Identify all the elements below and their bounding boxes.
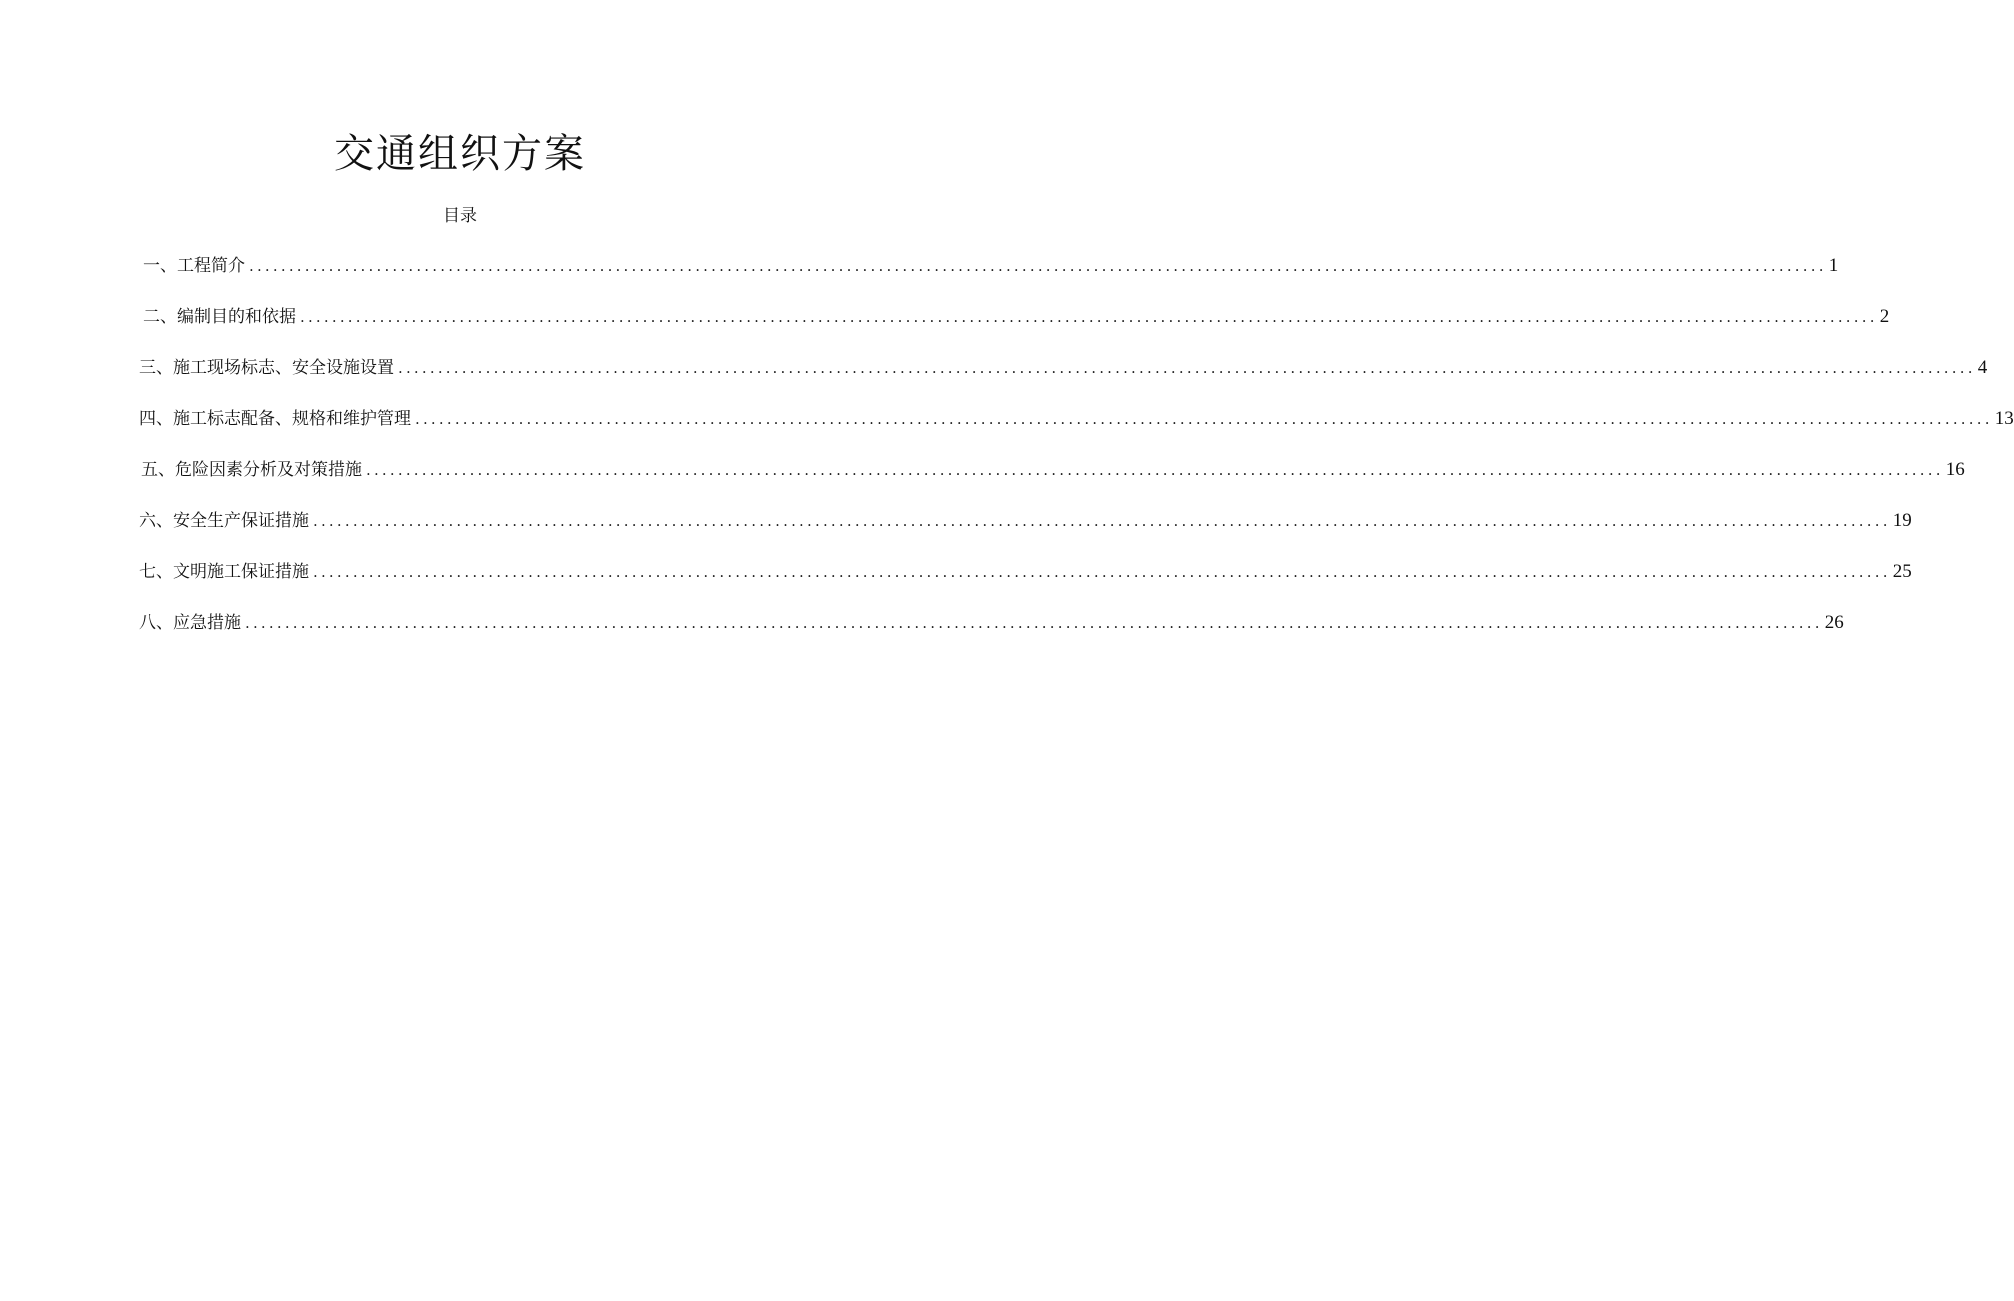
toc-dot-leader: ...................................................................................................................................................................................................... — [398, 359, 1976, 377]
toc-dot-leader: ...................................................................................................................................................................................................... — [245, 614, 1823, 632]
toc-dot-leader: ...................................................................................................................................................................................................... — [249, 257, 1827, 275]
toc-dot-leader: ...................................................................................................................................................................................................... — [300, 308, 1878, 326]
toc-dot-leader: ...................................................................................................................................................................................................... — [313, 563, 1891, 581]
toc-entry-page: 16 — [1945, 459, 1965, 480]
toc-entry-4[interactable] — [139, 406, 2014, 432]
toc-entry-page: 19 — [1892, 510, 1912, 531]
toc-entry-5[interactable] — [141, 457, 1965, 483]
toc-entry-page: 2 — [1879, 306, 1890, 327]
toc-entry-label: 四、施工标志配备、规格和维护管理 — [139, 409, 411, 429]
toc-entry-2[interactable] — [143, 304, 1890, 330]
toc-entry-page: 13 — [1994, 408, 2014, 429]
toc-entry-label: 六、安全生产保证措施 — [139, 511, 309, 531]
toc-dot-leader: ...................................................................................................................................................................................................... — [366, 461, 1944, 479]
toc-entry-8[interactable] — [139, 610, 1844, 636]
toc-entry-6[interactable] — [139, 508, 1912, 534]
toc-entry-label: 一、工程简介 — [143, 256, 245, 276]
toc-entry-label: 二、编制目的和依据 — [143, 307, 296, 327]
toc-entry-page: 4 — [1977, 357, 1988, 378]
toc-entry-label: 三、施工现场标志、安全设施设置 — [139, 358, 394, 378]
toc-entry-page: 25 — [1892, 561, 1912, 582]
toc-entry-page: 26 — [1824, 612, 1844, 633]
toc-entry-7[interactable] — [139, 559, 1912, 585]
toc-entry-label: 五、危险因素分析及对策措施 — [141, 460, 362, 480]
toc-dot-leader: ...................................................................................................................................................................................................... — [415, 410, 1993, 428]
toc-heading: 目录 — [443, 206, 477, 226]
toc-entry-1[interactable] — [143, 253, 1839, 279]
document-title: 交通组织方案 — [334, 131, 586, 177]
toc-entry-label: 八、应急措施 — [139, 613, 241, 633]
toc-entry-page: 1 — [1828, 255, 1839, 276]
toc-entry-label: 七、文明施工保证措施 — [139, 562, 309, 582]
toc-entry-3[interactable] — [139, 355, 1988, 381]
toc-dot-leader: ...................................................................................................................................................................................................... — [313, 512, 1891, 530]
